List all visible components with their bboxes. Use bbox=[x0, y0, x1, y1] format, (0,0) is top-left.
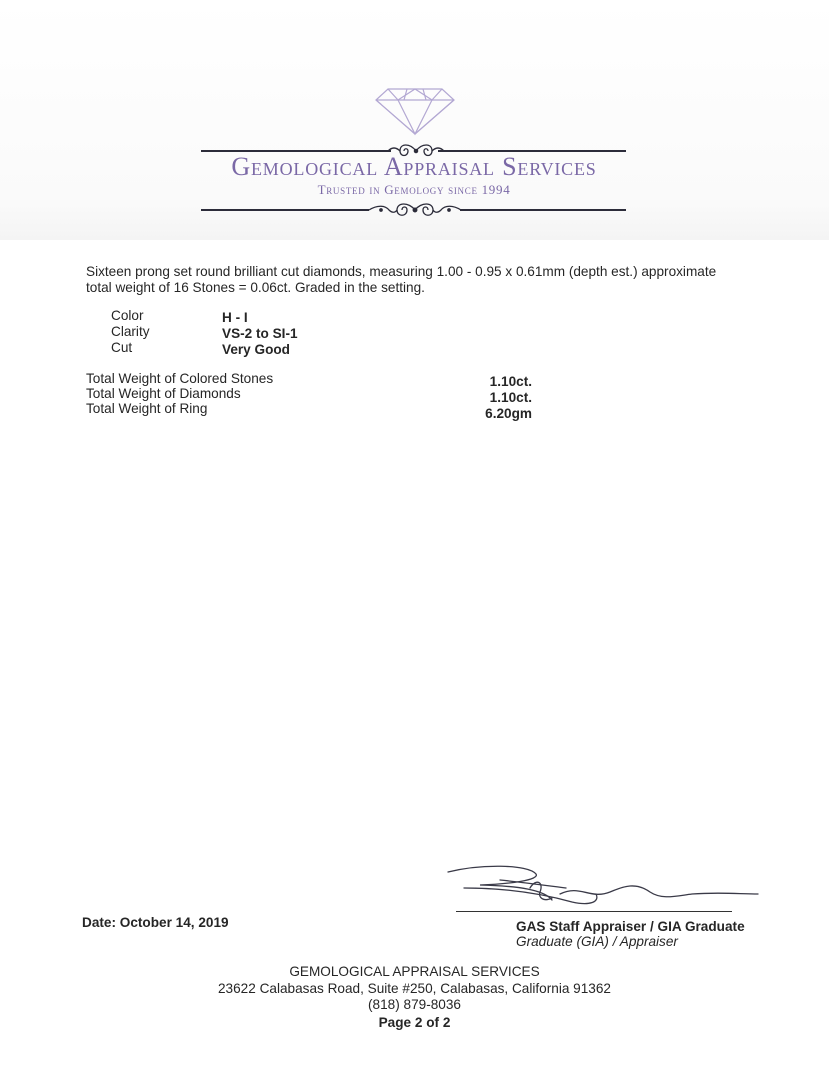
footer-company: GEMOLOGICAL APPRAISAL SERVICES bbox=[289, 964, 540, 979]
footer-address: 23622 Calabasas Road, Suite #250, Calabasas, California 91362 bbox=[218, 981, 611, 996]
diamond-icon bbox=[374, 86, 456, 136]
total-value-diamonds: 1.10ct. bbox=[489, 390, 532, 405]
grade-value-color: H - I bbox=[222, 310, 248, 325]
brand-name: Gemological Appraisal Services bbox=[231, 152, 597, 181]
grade-label-color: Color bbox=[111, 308, 144, 323]
appraiser-subtitle: Graduate (GIA) / Appraiser bbox=[516, 934, 678, 949]
appraisal-date: Date: October 14, 2019 bbox=[82, 915, 229, 930]
total-value-colored-stones: 1.10ct. bbox=[489, 374, 532, 389]
footer-phone: (818) 879-8036 bbox=[368, 997, 461, 1012]
grade-value-clarity: VS-2 to SI-1 bbox=[222, 326, 298, 341]
signature-icon bbox=[440, 858, 760, 914]
grade-value-cut: Very Good bbox=[222, 342, 290, 357]
total-label-diamonds: Total Weight of Diamonds bbox=[86, 386, 241, 401]
grade-label-clarity: Clarity bbox=[111, 324, 150, 339]
total-value-ring: 6.20gm bbox=[485, 406, 532, 421]
total-label-ring: Total Weight of Ring bbox=[86, 401, 208, 416]
description-line: total weight of 16 Stones = 0.06ct. Graded in the setting. bbox=[86, 280, 425, 295]
total-label-colored-stones: Total Weight of Colored Stones bbox=[86, 371, 274, 386]
appraiser-title: GAS Staff Appraiser / GIA Graduate bbox=[516, 919, 745, 934]
page-number: Page 2 of 2 bbox=[378, 1015, 451, 1030]
scroll-ornament-icon bbox=[367, 198, 463, 222]
brand-tagline: Trusted in Gemology since 1994 bbox=[317, 182, 511, 197]
grade-label-cut: Cut bbox=[111, 340, 133, 355]
signature-line bbox=[456, 911, 732, 912]
description-line: Sixteen prong set round brilliant cut diamonds, measuring 1.00 - 0.95 x 0.61mm (depth est.) approximate bbox=[86, 264, 717, 279]
header-rule bbox=[460, 209, 626, 211]
header-rule bbox=[201, 209, 369, 211]
